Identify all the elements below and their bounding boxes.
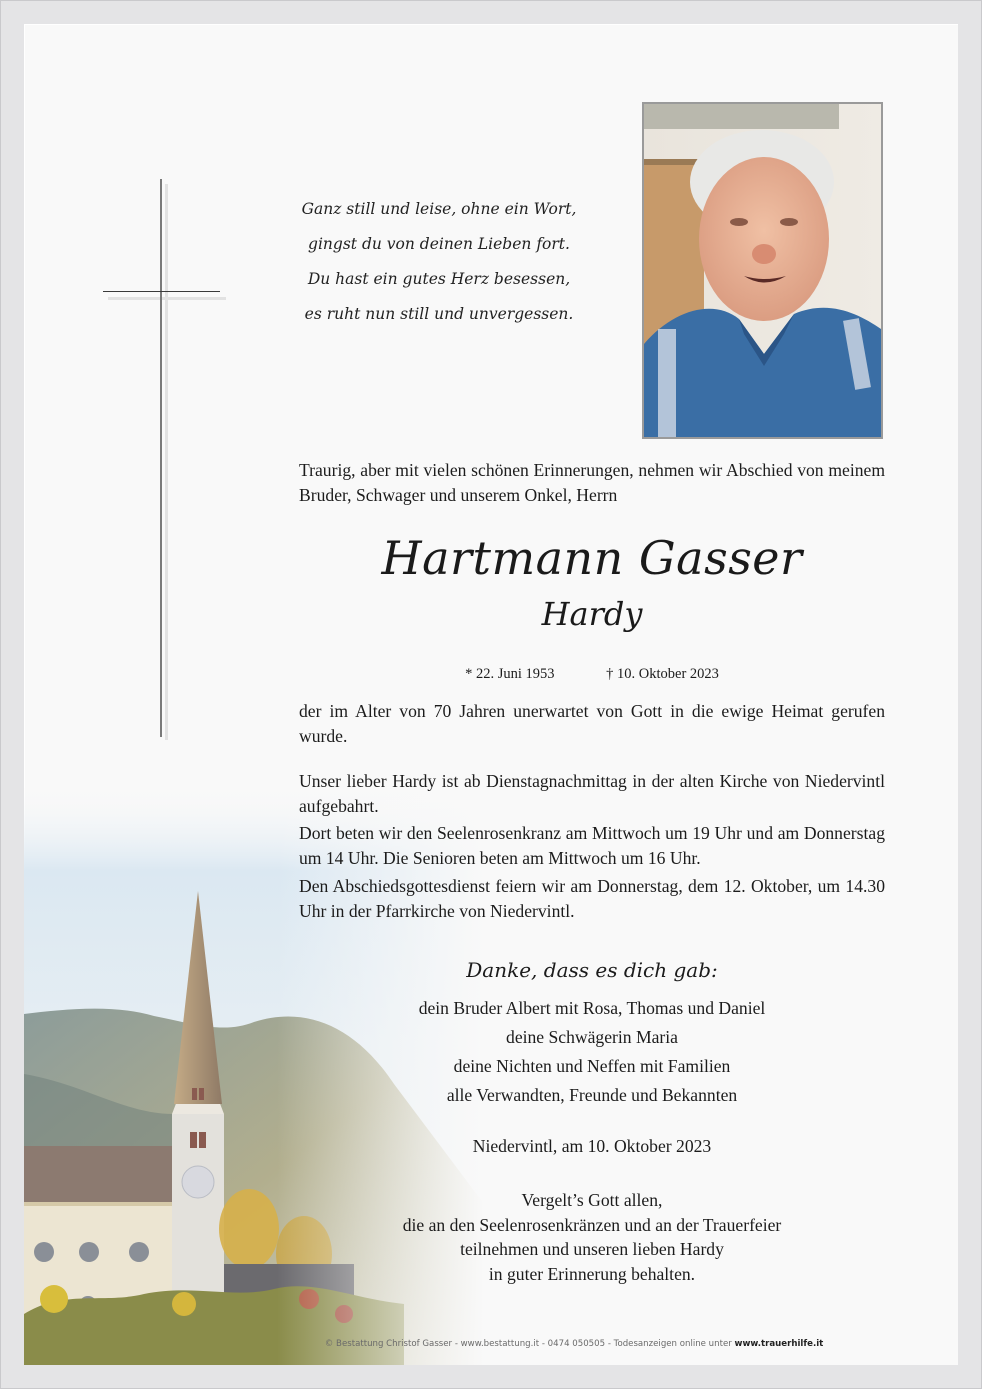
closing-line: teilnehmen und unseren lieben Hardy bbox=[460, 1239, 724, 1259]
mourners-list bbox=[299, 994, 885, 1110]
funeral-text: Den Abschiedsgottesdienst feiern wir am Donnerstag, dem 12. Oktober, um 14.30 Uhr in der Pfarrkirche von Niedervintl. bbox=[299, 876, 885, 921]
footer-link[interactable]: www.trauerhilfe.it bbox=[734, 1339, 824, 1349]
cross-icon-vertical bbox=[160, 179, 162, 737]
intro-text: Traurig, aber mit vielen schönen Erinnerungen, nehmen wir Abschied von meinem Bruder, Schwager und unserem Onkel, Herrn bbox=[299, 460, 885, 505]
age-text: der im Alter von 70 Jahren unerwartet von Gott in die ewige Heimat gerufen wurde. bbox=[299, 701, 885, 746]
poem-line: Ganz still und leise, ohne ein Wort, bbox=[301, 200, 577, 218]
wake-text: Unser lieber Hardy ist ab Dienstagnachmittag in der alten Kirche von Niedervintl aufgebahrt. bbox=[299, 771, 885, 816]
poem-line: gingst du von deinen Lieben fort. bbox=[308, 235, 570, 253]
poem-line: es ruht nun still und unvergessen. bbox=[304, 305, 574, 323]
deceased-nickname: Hardy bbox=[541, 595, 643, 633]
poem-line: Du hast ein gutes Herz besessen, bbox=[307, 270, 571, 288]
mourner-line: deine Schwägerin Maria bbox=[506, 1027, 678, 1047]
life-dates bbox=[299, 665, 885, 683]
thanks-title: Danke, dass es dich gab: bbox=[466, 958, 718, 982]
poem bbox=[254, 192, 624, 332]
death-date: † 10. Oktober 2023 bbox=[606, 666, 719, 682]
mourner-line: deine Nichten und Neffen mit Familien bbox=[453, 1056, 731, 1076]
footer bbox=[274, 1339, 874, 1349]
obituary-card bbox=[24, 24, 958, 1365]
mourner-line: alle Verwandten, Freunde und Bekannten bbox=[446, 1085, 738, 1105]
deceased-name: Hartmann Gasser bbox=[381, 531, 803, 585]
closing-line: Vergelt’s Gott allen, bbox=[521, 1190, 663, 1210]
portrait-photo bbox=[642, 102, 883, 439]
rosary-text: Dort beten wir den Seelenrosenkranz am Mittwoch um 19 Uhr und am Donnerstag um 14 Uhr. Die Senioren beten am Mittwoch um 16 Uhr. bbox=[299, 823, 885, 868]
cross-shadow-vertical bbox=[165, 184, 168, 740]
mourner-line: dein Bruder Albert mit Rosa, Thomas und Daniel bbox=[418, 998, 766, 1018]
birth-date: * 22. Juni 1953 bbox=[465, 666, 555, 682]
footer-text: © Bestattung Christof Gasser - www.bestattung.it - 0474 050505 - Todesanzeigen online unter bbox=[324, 1339, 732, 1349]
closing-text bbox=[299, 1188, 885, 1286]
cross-icon-horizontal bbox=[103, 291, 220, 292]
cross-shadow-horizontal bbox=[108, 297, 226, 300]
portrait-image bbox=[644, 104, 881, 437]
closing-line: die an den Seelenrosenkränzen und an der Trauerfeier bbox=[402, 1214, 782, 1235]
closing-line: in guter Erinnerung behalten. bbox=[488, 1263, 696, 1284]
place-date: Niedervintl, am 10. Oktober 2023 bbox=[472, 1136, 712, 1156]
